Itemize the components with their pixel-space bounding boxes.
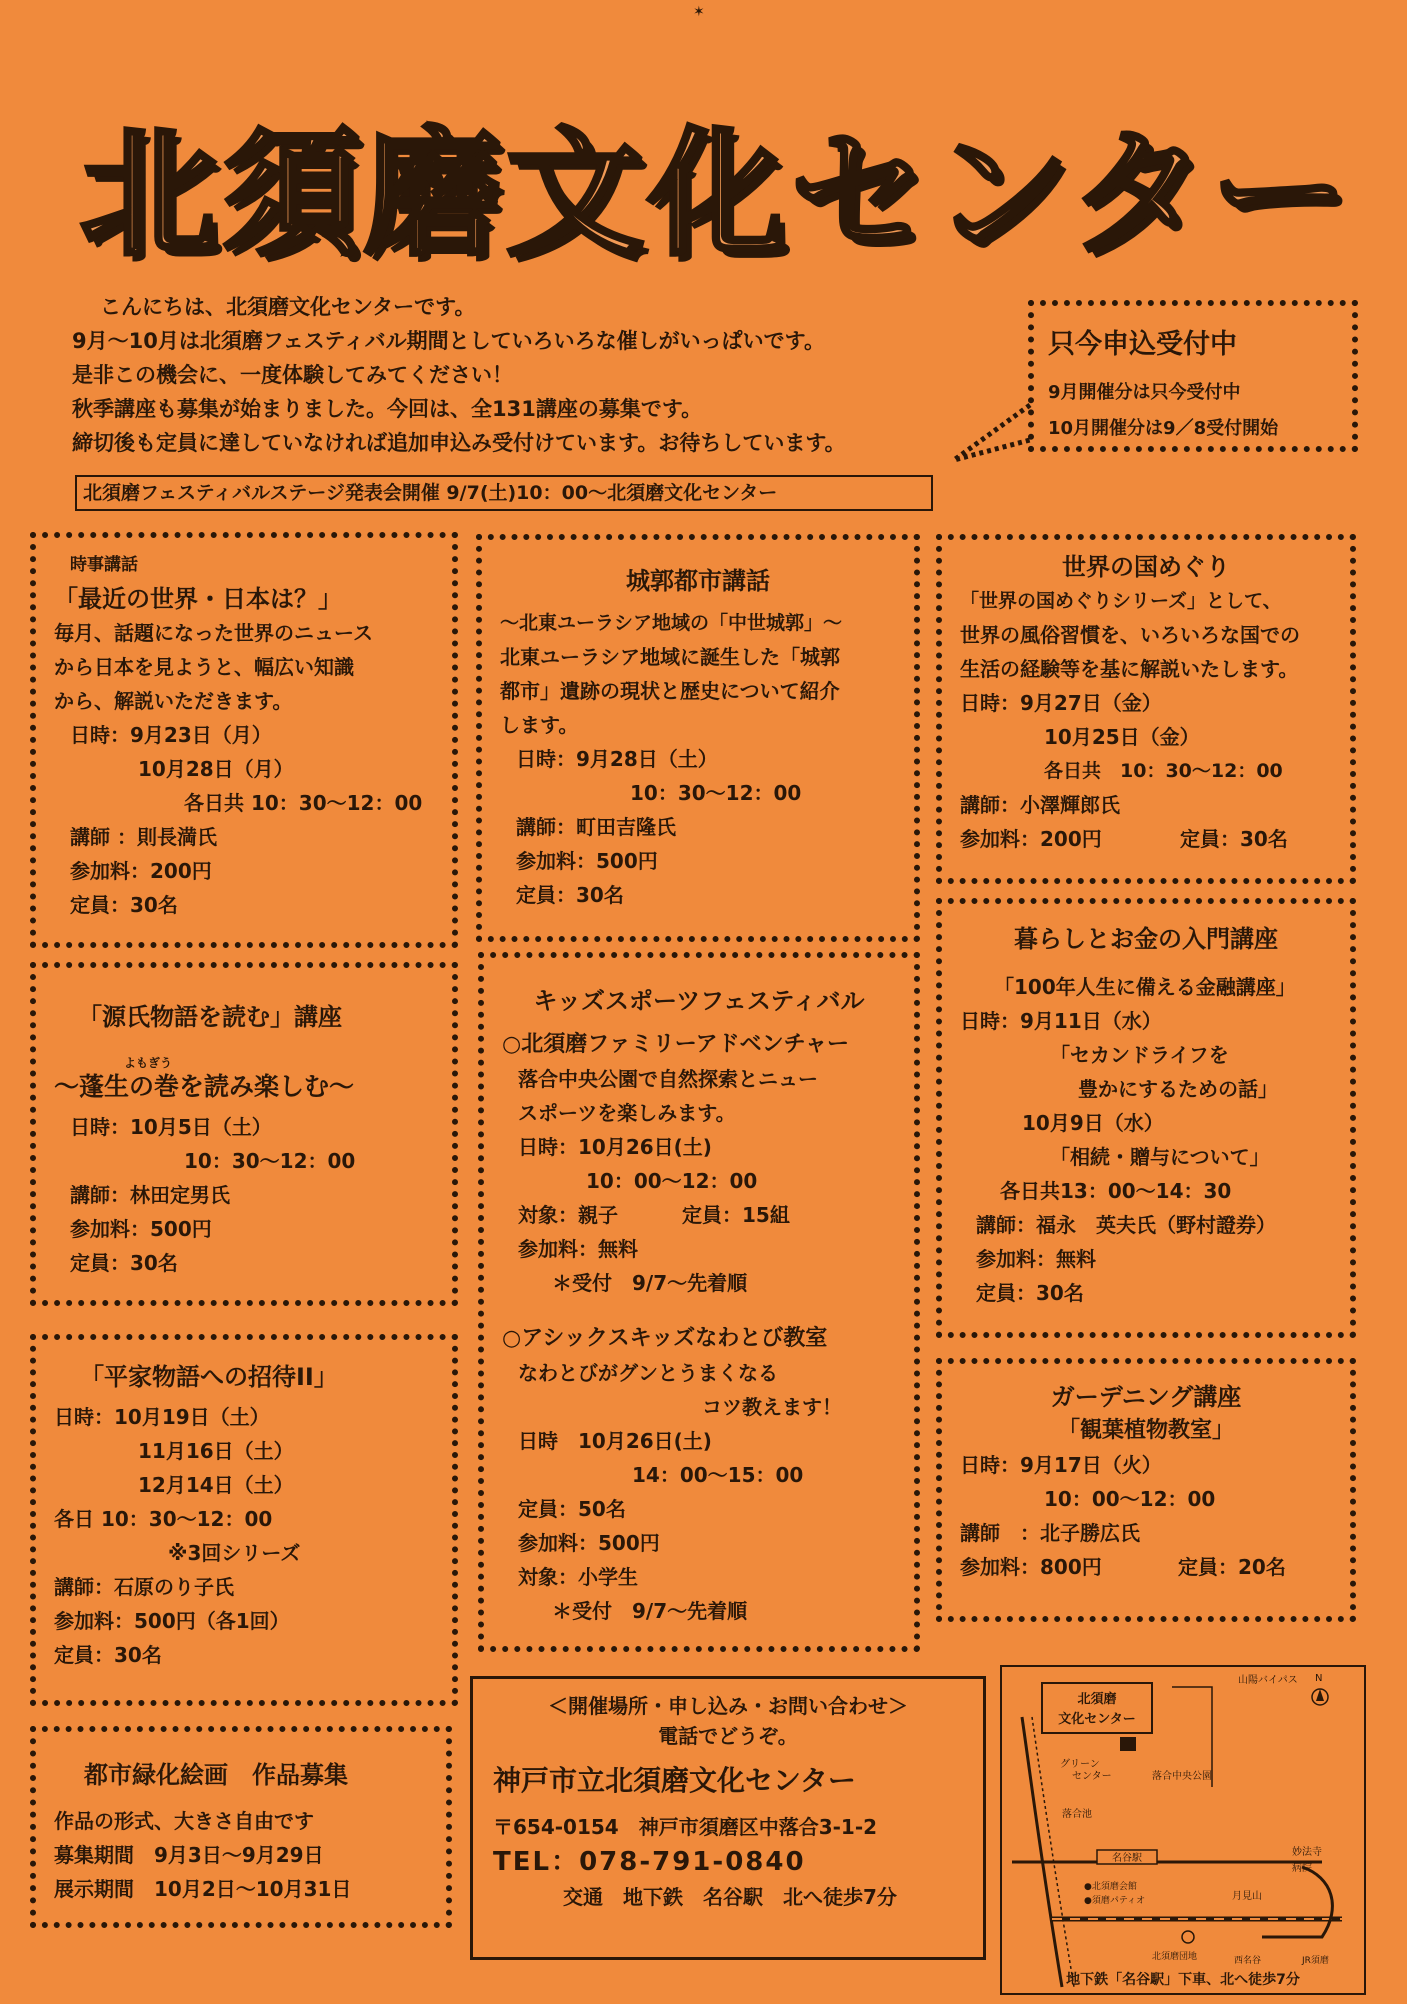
course-desc: 毎月、話題になった世界のニュース	[54, 621, 373, 645]
course-date: 10月25日（金）	[1044, 725, 1200, 749]
callout-line: 10月開催分は9／8受付開始	[1048, 418, 1279, 439]
course-title: キッズスポーツフェスティバル	[533, 987, 865, 1015]
course-capacity: 定員：30名	[976, 1281, 1084, 1305]
course-heike	[30, 1334, 458, 1706]
course-topic: 「相続・贈与について」	[1050, 1145, 1270, 1169]
course-lecturer: 講師 ：北子勝広氏	[960, 1521, 1140, 1545]
intro-line: 締切後も定員に達していなければ追加申込み受付けています。お待ちしています。	[72, 431, 846, 455]
program-fee: 参加料：500円	[518, 1531, 660, 1555]
contact-org: 神戸市立北須磨文化センター	[493, 1764, 856, 1797]
course-subtitle: 「世界の国めぐりシリーズ」として、	[960, 590, 1282, 612]
course-time: 各日共13：00〜14：30	[1000, 1179, 1232, 1203]
program-desc: なわとびがグンとうまくなる	[518, 1361, 778, 1385]
map-label: ●北須磨会館	[1084, 1882, 1137, 1892]
course-fee: 参加料：800円	[960, 1555, 1102, 1579]
map-label: 落合池	[1062, 1809, 1092, 1820]
course-fee: 参加料：200円	[70, 859, 212, 883]
program-time: 14：00〜15：00	[632, 1463, 804, 1487]
course-date: 11月16日（土）	[138, 1439, 294, 1463]
contact-access: 交通 地下鉄 名谷駅 北へ徒歩7分	[563, 1885, 897, 1909]
callout-pointer	[950, 385, 1040, 465]
map-road	[1032, 1717, 1074, 1987]
course-date: 日時：10月19日（土）	[54, 1405, 270, 1429]
course-topic: 豊かにするための話」	[1078, 1077, 1278, 1101]
course-jiji	[30, 532, 458, 948]
course-title: 世界の国めぐり	[1062, 553, 1230, 581]
course-desc: から日本を見ようと、幅広い知識	[54, 655, 354, 679]
course-title: 「平家物語への招待II」	[80, 1363, 338, 1391]
map-label: 北須磨団地	[1152, 1952, 1198, 1962]
program-title: ○アシックスキッズなわとび教室	[502, 1326, 828, 1351]
course-title: ガーデニング講座	[1050, 1383, 1242, 1411]
program-fee: 参加料：無料	[518, 1237, 638, 1261]
contact-phone-note: 電話でどうぞ。	[658, 1724, 798, 1748]
course-label: 時事講話	[70, 555, 138, 575]
program-note: ＊受付 9/7〜先着順	[552, 1599, 748, 1623]
course-desc: 生活の経験等を基に解説いたします。	[960, 657, 1299, 681]
map-label: グリーン	[1060, 1759, 1100, 1770]
course-capacity: 定員：30名	[1180, 827, 1288, 851]
contact-tel: TEL：078-791-0840	[493, 1847, 806, 1877]
application-callout	[1028, 300, 1358, 452]
map-label: ●須磨パティオ	[1084, 1896, 1146, 1906]
festival-banner: 北須磨フェスティバルステージ発表会開催 9/7(土)10：00〜北須磨文化センター	[75, 475, 933, 511]
page-title: 北須磨文化センター	[80, 114, 1353, 275]
map-label: 病院	[1292, 1863, 1312, 1874]
course-info: 作品の形式、大きさ自由です	[54, 1809, 314, 1833]
course-fee: 参加料：無料	[976, 1247, 1096, 1271]
course-date: 日時：9月28日（土）	[516, 747, 718, 771]
program-desc: スポーツを楽しみます。	[518, 1101, 736, 1125]
course-time: 10：30〜12：00	[184, 1149, 356, 1173]
course-date: 日時：9月17日（火）	[960, 1453, 1162, 1477]
contact-heading: ＜開催場所・申し込み・お問い合わせ＞	[548, 1694, 908, 1718]
course-lecturer: 講師：石原のり子氏	[54, 1575, 234, 1599]
map-road	[1262, 1867, 1332, 1937]
course-date: 10月9日（水）	[1022, 1111, 1164, 1135]
map-road	[1022, 1717, 1062, 1987]
dot-mark: ✶	[693, 4, 705, 20]
map-building	[1120, 1737, 1136, 1751]
course-fee: 参加料：200円	[960, 827, 1102, 851]
course-time: 各日共 10：30〜12：00	[184, 791, 423, 815]
course-capacity: 定員：30名	[70, 1251, 178, 1275]
course-garden	[936, 1358, 1356, 1622]
course-toshi	[30, 1726, 452, 1928]
course-info: 展示期間 10月2日〜10月31日	[54, 1877, 352, 1901]
course-lecturer: 講師：町田吉隆氏	[516, 815, 676, 839]
program-date: 日時 10月26日(土)	[518, 1429, 712, 1453]
program-note: ＊受付 9/7〜先着順	[552, 1271, 748, 1295]
map-landmark	[1182, 1931, 1194, 1943]
map-north-label: N	[1315, 1673, 1323, 1684]
map-label: 山陽バイパス	[1238, 1675, 1298, 1686]
course-fee: 参加料：500円（各1回）	[54, 1609, 290, 1633]
course-capacity: 定員：30名	[516, 883, 624, 907]
course-subtitle: 〜北東ユーラシア地域の「中世城郭」〜	[500, 612, 843, 634]
course-lecturer: 講師：林田定男氏	[70, 1183, 230, 1207]
course-subtitle: 「観葉植物教室」	[1057, 1418, 1234, 1443]
course-date: 12月14日（土）	[138, 1473, 294, 1497]
map-label: 文化センター	[1058, 1712, 1136, 1727]
map-label: 月見山	[1232, 1891, 1262, 1902]
course-desc: 都市」遺跡の現状と歴史について紹介	[500, 679, 840, 703]
course-lecturer: 講師：福永 英夫氏（野村證券）	[976, 1213, 1276, 1237]
course-subtitle: 「100年人生に備える金融講座」	[994, 975, 1296, 999]
course-title: 城郭都市講話	[626, 567, 770, 595]
map-label: センター	[1072, 1771, 1112, 1782]
course-time: 10：30〜12：00	[630, 781, 802, 805]
course-ruby: よもぎう	[124, 1056, 173, 1070]
course-series: ※3回シリーズ	[168, 1541, 301, 1565]
course-desc: します。	[500, 713, 579, 737]
course-time: 各日共 10：30〜12：00	[1044, 760, 1283, 782]
course-date: 日時：10月5日（土）	[70, 1115, 272, 1139]
course-topic: 「セカンドライフを	[1050, 1043, 1229, 1067]
course-date: 10月28日（月）	[138, 757, 294, 781]
program-date: 日時：10月26日(土)	[518, 1135, 712, 1159]
intro-line: 是非この機会に、一度体験してみてください！	[72, 363, 513, 387]
course-time: 10：00〜12：00	[1044, 1487, 1216, 1511]
program-desc: 落合中央公園で自然探索とニュー	[518, 1067, 818, 1091]
map-label: 西名谷	[1234, 1956, 1262, 1966]
course-date: 日時：9月11日（水）	[960, 1009, 1162, 1033]
map-label: 妙法寺	[1292, 1847, 1322, 1858]
course-lecturer: 講師 ：則長満氏	[70, 825, 217, 849]
course-subtitle: 〜蓬生の巻を読み楽しむ〜	[54, 1072, 355, 1101]
map-graphic	[1002, 1667, 1366, 1995]
map-label: 北須磨	[1077, 1692, 1117, 1707]
intro-text	[72, 290, 972, 460]
course-kids	[478, 952, 920, 1652]
map-station-label: 名谷駅	[1112, 1853, 1142, 1864]
intro-line: 秋季講座も募集が始まりました。今回は、全131講座の募集です。	[72, 397, 703, 421]
callout-heading: 只今申込受付中	[1048, 329, 1237, 360]
course-date: 日時：9月23日（月）	[70, 723, 272, 747]
program-desc: コツ教えます！	[702, 1395, 842, 1419]
program-target: 対象：親子	[518, 1203, 618, 1227]
course-capacity: 定員：30名	[70, 893, 178, 917]
course-title: 「最近の世界・日本は？」	[54, 585, 342, 613]
course-title: 暮らしとお金の入門講座	[1014, 925, 1278, 953]
map-label: 落合中央公園	[1152, 1771, 1212, 1782]
course-lecturer: 講師：小澤輝郎氏	[960, 793, 1120, 817]
course-time: 各日 10：30〜12：00	[54, 1507, 273, 1531]
contact-box	[470, 1676, 986, 1960]
course-date: 日時：9月27日（金）	[960, 691, 1162, 715]
intro-line: こんにちは、北須磨文化センターです。	[100, 295, 476, 319]
course-genji	[30, 962, 458, 1306]
program-target: 対象：小学生	[518, 1565, 638, 1589]
course-info: 募集期間 9月3日〜9月29日	[54, 1843, 324, 1867]
course-joukaku	[476, 534, 920, 942]
course-title: 都市緑化絵画 作品募集	[84, 1761, 348, 1789]
course-desc: 北東ユーラシア地域に誕生した「城郭	[500, 645, 840, 669]
program-capacity: 定員：15組	[682, 1203, 790, 1227]
course-capacity: 定員：20名	[1178, 1555, 1286, 1579]
callout-line: 9月開催分は只今受付中	[1048, 382, 1241, 403]
program-title: ○北須磨ファミリーアドベンチャー	[502, 1032, 849, 1057]
course-fee: 参加料：500円	[70, 1217, 212, 1241]
contact-address: 〒654-0154 神戸市須磨区中落合3-1-2	[493, 1815, 878, 1839]
program-time: 10：00〜12：00	[586, 1169, 758, 1193]
course-desc: から、解説いただきます。	[54, 689, 293, 713]
course-sekai	[936, 534, 1356, 884]
map-caption: 地下鉄「名谷駅」下車、北へ徒歩7分	[1066, 1972, 1300, 1988]
course-title: 「源氏物語を読む」講座	[78, 1003, 342, 1031]
course-capacity: 定員：30名	[54, 1643, 162, 1667]
course-desc: 世界の風俗習慣を、いろいろな国での	[960, 623, 1300, 647]
intro-line: 9月〜10月は北須磨フェスティバル期間としていろいろな催しがいっぱいです。	[72, 329, 826, 353]
program-capacity: 定員：50名	[518, 1497, 626, 1521]
course-kurashi	[936, 898, 1356, 1338]
north-arrow-icon	[1316, 1689, 1324, 1701]
map-label: JR須磨	[1302, 1956, 1329, 1966]
course-fee: 参加料：500円	[516, 849, 658, 873]
access-map	[1000, 1665, 1366, 1995]
